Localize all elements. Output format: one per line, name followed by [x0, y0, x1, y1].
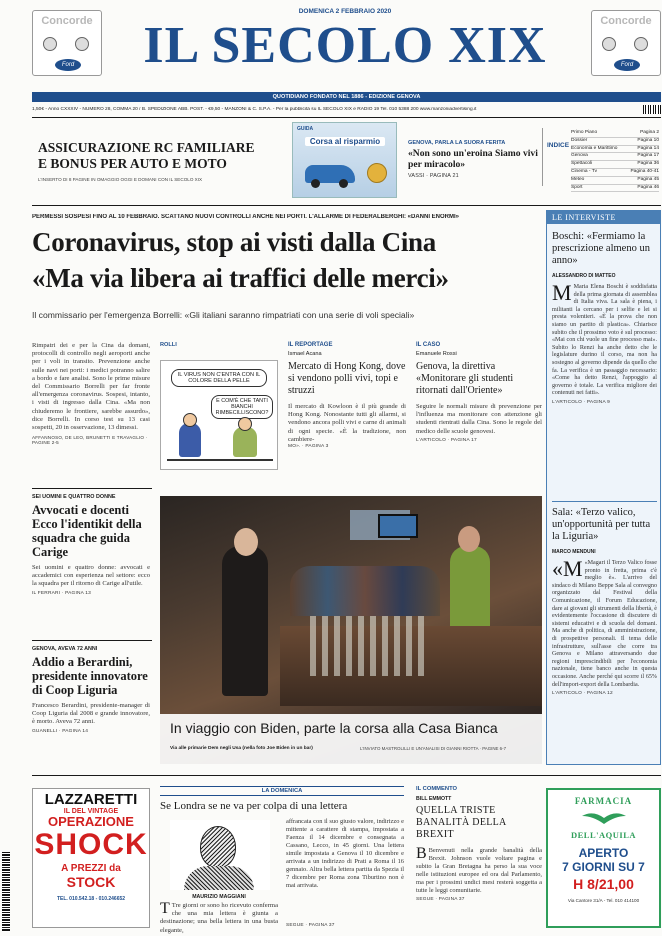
index-row[interactable] — [571, 138, 659, 146]
right-ear-ad-label: Concorde — [600, 15, 652, 27]
carige-title: Avvocati e docenti Ecco l'identikit della squadra che guida Carige — [32, 503, 142, 559]
lazzaretti-title: LAZZARETTI — [44, 791, 138, 808]
photo-person-biden — [222, 546, 268, 696]
reportage-body: Il mercato di Kowloon è il più grande di Hong Kong. Nonostante tutti gli allarmi, si vendono ancora polli vivi e carne di animali di ogni specie. «È la tradizione, non cambiere- — [288, 403, 406, 443]
index-row[interactable] — [571, 130, 659, 138]
domenica-body-left-text: Tre giorni or sono ho ricevuto conferma che una mia lettera è giunta a destinazione; una bella lettera in una busta elegante, — [160, 902, 278, 934]
index-row-name: Dossier — [571, 137, 588, 143]
reportage-author: Ismael Acana — [288, 351, 322, 357]
cartoon-head-left-icon — [183, 413, 197, 427]
brand-logo-icon — [75, 37, 89, 51]
index-row-name: Genova — [571, 153, 588, 159]
commento-body-text: Benvenuti nella grande banalità della Brexit. Johnson vuole voltare pagina e subito la Gran Bretagna ha perso la sua voce nelle istituzioni europee ed ora dal Parlamento, ma per i prossimi undici mesi resterà soggetta a tutte le leggi comunitarie. — [416, 847, 542, 894]
farmacia-line2: 7 GIORNI SU 7 — [562, 860, 645, 874]
index-row-name: Cinema - Tv — [571, 168, 598, 174]
index-row-page: Pagina 2 — [640, 130, 659, 135]
reportage-more: MO». · PAGINA 3 — [288, 444, 329, 450]
boschi-dropcap: M — [552, 280, 572, 305]
lazzaretti-line6: STOCK — [66, 874, 116, 890]
insurance-subtitle: L'INSERTO DI 8 PAGINE IN OMAGGIO OGGI E DOMANI CON IL SECOLO XIX — [38, 177, 203, 182]
sala-dropcap: «M — [552, 556, 583, 581]
berardini-body: Francesco Berardini, presidente-manager di Coop Liguria dal 2008 e grande innovatore, è morto. Aveva 72 anni. — [32, 702, 150, 726]
insurance-title-2: E BONUS PER AUTO E MOTO — [38, 156, 227, 171]
domenica-title: Se Londra se ne va per colpa di una lettera — [160, 800, 348, 812]
carige-article[interactable] — [32, 494, 150, 596]
issue-date: DOMENICA 2 FEBBRAIO 2020 — [298, 8, 392, 15]
sala-interview[interactable] — [552, 507, 657, 696]
photo-tv-screen — [378, 514, 418, 538]
commento-author: BILL EMMOTT — [416, 796, 452, 802]
cartoon-bubble-1: IL VIRUS NON C'ENTRA CON IL COLORE DELLA PELLE — [171, 369, 267, 387]
carige-body: Sei uomini e quattro donne: avvocati e accademici con esperienza nel settore: ecco la squadra per il ritorno di Carige all'utile. — [32, 564, 150, 588]
interviews-sidebar — [546, 210, 661, 765]
commento-article[interactable] — [416, 786, 542, 931]
commento-meta: SEGUE · PAGINA 37 — [416, 897, 465, 902]
caso-kicker: IL CASO — [416, 342, 441, 348]
lazzaretti-line5: A PREZZI da — [61, 863, 121, 874]
berardini-meta: GUANELLI · PAGINA 14 — [32, 728, 89, 734]
left-ear-ad[interactable] — [32, 10, 102, 76]
lead-headline-2[interactable]: «Ma via libera ai traffici delle merci» — [32, 263, 449, 293]
newspaper-title: IL SECOLO XIX — [143, 17, 547, 74]
lead-kicker: PERMESSI SOSPESI FINO AL 10 FEBBRAIO. SCATTANO NUOVI CONTROLLI ANCHE NEI PORTI. L'ALLARME DI FEDERALBERGHI: «DANNI ENORMI» — [32, 214, 460, 220]
boschi-body-text: Maria Elena Boschi è soddisfatta della prima giornata di assemblea di Italia viva. La sala è piena, i militanti la cercano per i selfie e lei si presta volentieri. «È la prova che non siamo un partito di plastica». Chiarisce subito che il prossimo voto è sul processo: «Mai con chi vuole un fine processo mai». Subito lo Renzi ha anche detto che le legislature durino il corso, ma non ha sostegno al governo dipende da quello che fa. La verifica è un passaggio necessario: «Come ha detto Renzi, l'appoggio al governo è totale. La verifica migliore dei contenuti nei fatti». — [552, 284, 657, 397]
reportage-article[interactable] — [288, 342, 406, 449]
lazzaretti-line4: SHOCK — [34, 828, 148, 861]
cartoon-ground — [167, 459, 273, 461]
cartoon-head-right-icon — [238, 417, 252, 431]
boschi-author: ALESSANDRO DI MATTEO — [552, 273, 616, 279]
farmacia-line3: H 8/21,00 — [573, 876, 634, 892]
index-list — [571, 130, 659, 192]
cartoon-bubble-2: E COM'È CHE TANTI BIANCHI RIMBECILLISCONO? — [211, 395, 273, 419]
index-row-name: Spettacoli — [571, 161, 593, 167]
index-row-page: Pagina 14 — [637, 145, 659, 151]
photo-person-biden-head — [234, 528, 258, 556]
left-ear-ad-label: Concorde — [41, 15, 93, 27]
commento-title: QUELLA TRISTE BANALITÀ DELLA BREXIT — [416, 805, 507, 840]
photo-credit: L'INVIATO MASTROLILLI E UN'ANALISI DI GIANNI RIOTTA · PAGINE 6-7 — [360, 746, 507, 751]
index-row-name: Economia e Marittimo — [571, 145, 618, 151]
portrait-shoulders-icon — [184, 866, 254, 890]
brand-logo-icon — [43, 37, 57, 51]
carige-meta: IL FERRARI · PAGINA 13 — [32, 590, 92, 596]
index-row-name: Meteo — [571, 176, 585, 182]
index-row[interactable] — [571, 177, 659, 185]
domenica-kicker-bar — [160, 786, 404, 796]
lazzaretti-line2: IL DEL VINTAGE — [63, 808, 119, 815]
photo-caption-bar — [160, 714, 542, 764]
interviews-header: LE INTERVISTE — [547, 211, 660, 224]
caso-article[interactable] — [416, 342, 542, 443]
cartoon-figure-left-icon — [179, 423, 201, 457]
interviews-divider — [552, 501, 657, 502]
lazzaretti-phone: TEL. 010.542.18 - 010.246652 — [56, 896, 126, 902]
index-row-page: Pagina 40-41 — [630, 168, 659, 174]
brand-logo-icon — [634, 37, 648, 51]
caso-body: Seguire le normali misure di prevenzione per l'influenza ma monitorare con attenzione gli studenti rientrati dalla Cina. Sono le regole del medico delle scuole genovesi. — [416, 403, 542, 435]
caso-author: Emanuele Rossi — [416, 351, 457, 357]
ford-logo: Ford — [614, 59, 640, 71]
lazzaretti-line3: OPERAZIONE — [48, 814, 134, 829]
barcode-icon — [643, 105, 661, 114]
commento-dropcap: B — [416, 845, 427, 862]
farmacia-line1: APERTO — [578, 846, 629, 860]
coin-icon — [367, 163, 387, 183]
index-row-name: Primo Piano — [571, 130, 598, 135]
farmacia-name-1: FARMACIA — [574, 796, 633, 806]
lazzaretti-ad[interactable] — [32, 788, 150, 928]
index-row[interactable] — [571, 169, 659, 177]
tagline: QUOTIDIANO FONDATO NEL 1886 - EDIZIONE GENOVA — [272, 94, 421, 100]
domenica-kicker: LA DOMENICA — [261, 788, 303, 794]
photo-crowd — [290, 566, 440, 616]
suora-title: «Non sono un'eroina Siamo vivi per miracolo» — [408, 148, 538, 170]
rolli-cartoon-block — [160, 342, 278, 477]
farmacia-address: Via Cantore 31/A - Tel. 010 414100 — [567, 898, 640, 903]
boschi-title: Boschi: «Fermiamo la prescrizione almeno un anno» — [552, 231, 650, 266]
insurance-teaser[interactable] — [38, 140, 283, 182]
commento-body — [416, 847, 542, 895]
biden-photo[interactable] — [160, 496, 542, 764]
suora-meta: VASSI · PAGINA 21 — [408, 173, 459, 179]
boschi-interview[interactable] — [552, 231, 657, 405]
corsa-small-label: GUIDA — [297, 126, 314, 132]
corsa-badge: Corsa al risparmio — [305, 137, 385, 146]
portrait-head-icon — [200, 826, 236, 868]
berardini-title: Addio a Berardini, presidente innovatore di Coop Liguria — [32, 655, 148, 697]
reportage-kicker: IL REPORTAGE — [288, 342, 333, 348]
car-wheel-icon — [339, 179, 348, 188]
sala-meta: L'ARTICOLO · PAGINA 12 — [552, 691, 613, 697]
boschi-body — [552, 280, 657, 398]
domenica-body-right: affrancata con il suo giusto valore, indirizzo e mittente a carattere di stampa, impostata a Faenza il 14 dicembre e consegnata a Cassano, Lecco, in 45 giorni. Una lettera simile impostata a Genova il 10 dicembre e arrivata a un indirizzo di Prati a Roma il 16 gennaio. Altra bella lettera partita da Spezia il 7 dicembre per Roma zona Tiburtino non è mai arrivata. — [286, 818, 404, 889]
sala-body — [552, 556, 657, 689]
index-row-name: Sport — [571, 184, 583, 190]
suora-kicker: GENOVA, PARLA LA SUORA FERITA — [408, 140, 506, 146]
berardini-kicker: GENOVA, AVEVA 72 ANNI — [32, 646, 98, 652]
photo-caption: In viaggio con Biden, parte la corsa alla Casa Bianca — [170, 720, 498, 736]
lead-subhead: Il commissario per l'emergenza Borrelli: «Gli italiani saranno rimpatriati con una serie di voli speciali» — [32, 310, 415, 320]
index-row-page: Pagina 45 — [637, 176, 659, 182]
eagle-icon — [582, 810, 626, 826]
commento-kicker: IL COMMENTO — [416, 786, 458, 792]
photo-person-right-head — [458, 526, 480, 552]
sala-title: Sala: «Terzo valico, un'opportunità per tutta la Liguria» — [552, 507, 651, 542]
side-barcode-icon — [2, 852, 10, 932]
index-row-page: Pagina 46 — [637, 184, 659, 190]
domenica-meta: SEGUE · PAGINA 37 — [286, 923, 335, 928]
farmacia-name-2: DELL'AQUILA — [570, 830, 636, 840]
farmacia-ad[interactable] — [546, 788, 661, 928]
insurance-title-1: ASSICURAZIONE RC FAMILIARE — [38, 140, 255, 155]
index-box — [542, 128, 660, 190]
car-wheel-icon — [311, 179, 320, 188]
domenica-body-left — [160, 902, 278, 935]
lead-body-column — [32, 342, 150, 445]
maggiani-portrait — [170, 820, 270, 890]
index-label: INDICE — [547, 142, 570, 149]
right-ear-ad[interactable] — [591, 10, 661, 76]
index-row-page: Pagina 36 — [637, 161, 659, 167]
photo-glasses — [310, 616, 430, 676]
tagline-bar — [32, 92, 661, 102]
caso-title: Genova, la direttiva «Monitorare gli studenti ritornati dall'Oriente» — [416, 361, 514, 396]
berardini-article[interactable] — [32, 646, 150, 734]
lead-body: Rimpatri dei e per la Cina da domani, protocolli di controllo negli aeroporti anche per i voli in transito. Prevenzione anche sulle navi nei porti: i medici potranno salire a bordo e fare analisi. Sono le prime misure del Commissario Borrelli per far fronte all'emergenza coronavirus. Sospesi, intanto, i visti di ingresso dalla Cina. «Ma non chiuderemo le frontiere, sarebbe assurdo», dice Borrelli. In corso test su 13 casi sospetti, 20 in osservazione, 13 dimessi. — [32, 342, 150, 432]
rolli-cartoon — [160, 360, 278, 470]
cartoon-figure-right-icon — [233, 427, 257, 457]
photo-subcaption: Via alle primarie Dem negli Usa (nella foto Joe Biden in un bar) — [170, 746, 313, 751]
lead-byline: AFFANNOSO, DE LEO, BRUNETTI E TRAVAGLIO · PAGINE 2-5 — [32, 435, 148, 446]
domenica-author: MAURIZIO MAGGIANI — [192, 894, 246, 900]
sala-author: MARCO MENDUNI — [552, 549, 596, 555]
sala-body-text: «Magari il Terzo Valico fosse pronto in fretta, prima c'è meglio è». L'arrivo del sindaco di Milano Beppe Sala al convegno organizzato dal Festival della Comunicazione, il Forum Educazione, dare ai giovani gli strumenti della libertà, è evidentemente l'occasione di discutere di sistemi educativi e di scuola del domani. Ma anche di politica, di amministrazione, di prospettive personali. Il tema delle infrastrutture, sull'asse che corre tra Genova e Milano attraversando due regioni imprescindibili per l'economia nazionale, tiene banco anche in questa occasione. Anche perché qui scorre il 65% dell'import-export della Lombardia. — [552, 560, 657, 688]
caso-meta: L'ARTICOLO · PAGINA 17 — [416, 437, 477, 443]
rolli-label: ROLLI — [160, 342, 177, 348]
index-row[interactable] — [571, 185, 659, 193]
index-row[interactable] — [571, 161, 659, 169]
lead-headline-1[interactable]: Coronavirus, stop ai visti dalla Cina — [32, 227, 436, 257]
carige-kicker: SEI UOMINI E QUATTRO DONNE — [32, 494, 116, 500]
index-row-page: Pagina 10 — [637, 137, 659, 143]
brand-logo-icon — [602, 37, 616, 51]
corsa-risparmio-promo[interactable] — [292, 122, 397, 198]
suora-teaser[interactable] — [408, 140, 538, 179]
boschi-meta: L'ARTICOLO · PAGINA 9 — [552, 399, 610, 405]
info-line: 1,50€ - Anno CXXXIV - NUMERO 28, COMMA 20 / B. SPEDIZIONE ABB. POST. - €9,50 - MANZONI & C. S.P.A. - Per la pubblicità su IL SECOLO XIX e RADIO 19 Tel. 010 5388 200 www.manzoniadvertising.it — [32, 107, 477, 112]
index-row-page: Pagina 17 — [637, 153, 659, 159]
ford-logo: Ford — [55, 59, 81, 71]
reportage-title: Mercato di Hong Kong, dove si vendono polli vivi, topi e struzzi — [288, 361, 406, 396]
domenica-article[interactable] — [160, 786, 404, 934]
domenica-dropcap: T — [160, 900, 170, 917]
